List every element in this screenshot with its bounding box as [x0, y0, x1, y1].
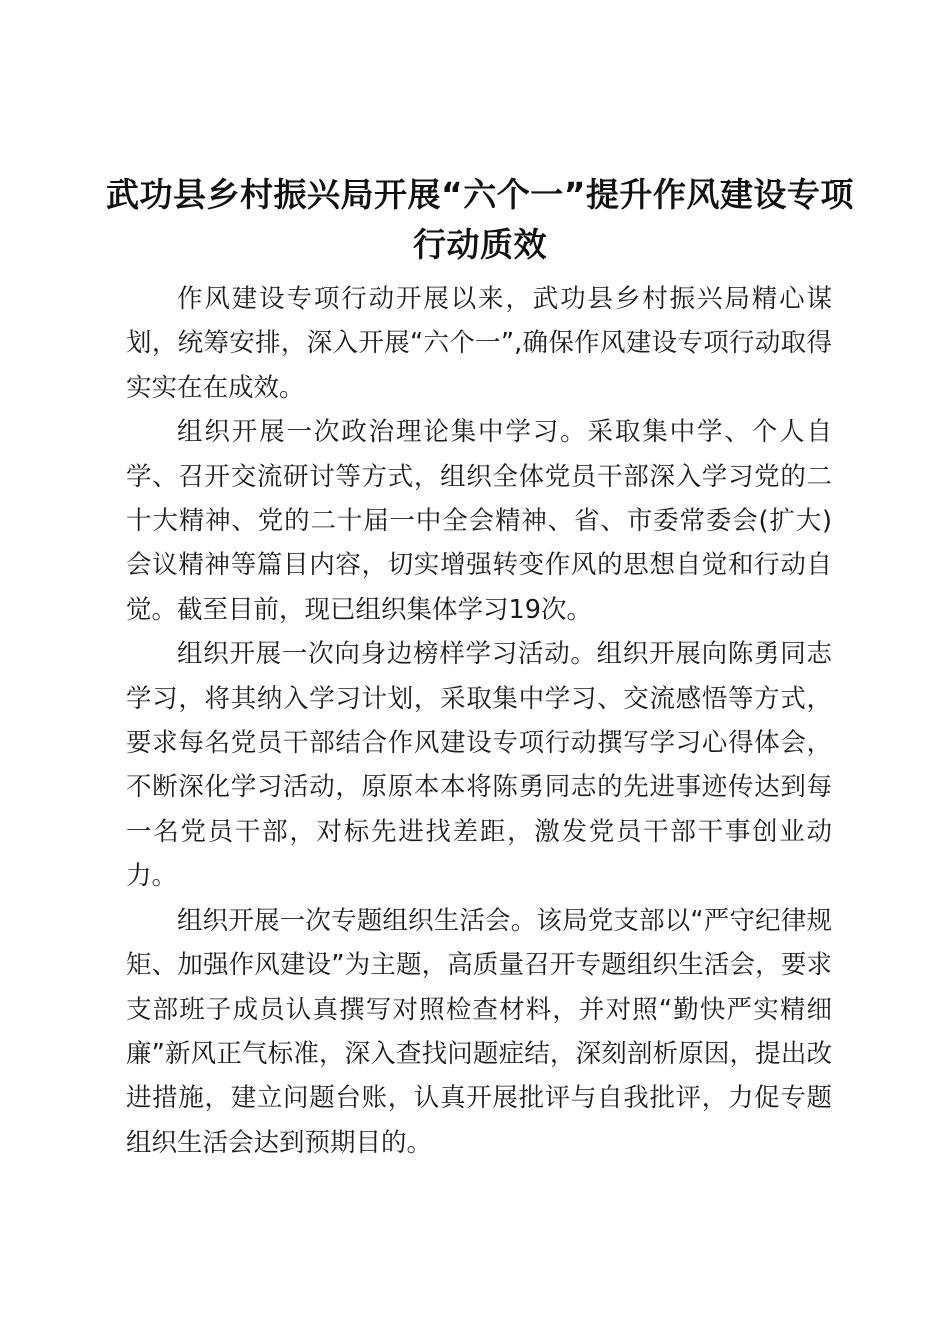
document-title: 武功县乡村振兴局开展“六个一”提升作风建设专项行动质效	[106, 175, 854, 264]
document-body	[126, 277, 832, 1165]
paragraph-life-meeting: 组织开展一次专题组织生活会。该局党支部以“严守纪律规矩、加强作风建设”为主题，高质量召开专题组织生活会，要求支部班子成员认真撰写对照检查材料，并对照“勤快严实精细廉”新风正气标准，深入查找问题症结，深刻剖析原因，提出改进措施，建立问题台账，认真开展批评与自我批评，力促专题组织生活会达到预期目的。	[126, 905, 832, 1158]
paragraph-intro: 作风建设专项行动开展以来，武功县乡村振兴局精心谋划，统筹安排，深入开展“六个一”,确保作风建设专项行动取得实实在在成效。	[126, 284, 832, 403]
paragraph-role-model: 组织开展一次向身边榜样学习活动。组织开展向陈勇同志学习，将其纳入学习计划，采取集中学习、交流感悟等方式，要求每名党员干部结合作风建设专项行动撰写学习心得体会，不断深化学习活动，原原本本将陈勇同志的先进事迹传达到每一名党员干部，对标先进找差距，激发党员干部干事创业动力。	[126, 639, 832, 892]
paragraph-theory-study: 组织开展一次政治理论集中学习。采取集中学、个人自学、召开交流研讨等方式，组织全体党员干部深入学习党的二十大精神、党的二十届一中全会精神、省、市委常委会(扩大)会议精神等篇目内容，切实增强转变作风的思想自觉和行动自觉。截至目前，现已组织集体学习19次。	[126, 417, 832, 625]
